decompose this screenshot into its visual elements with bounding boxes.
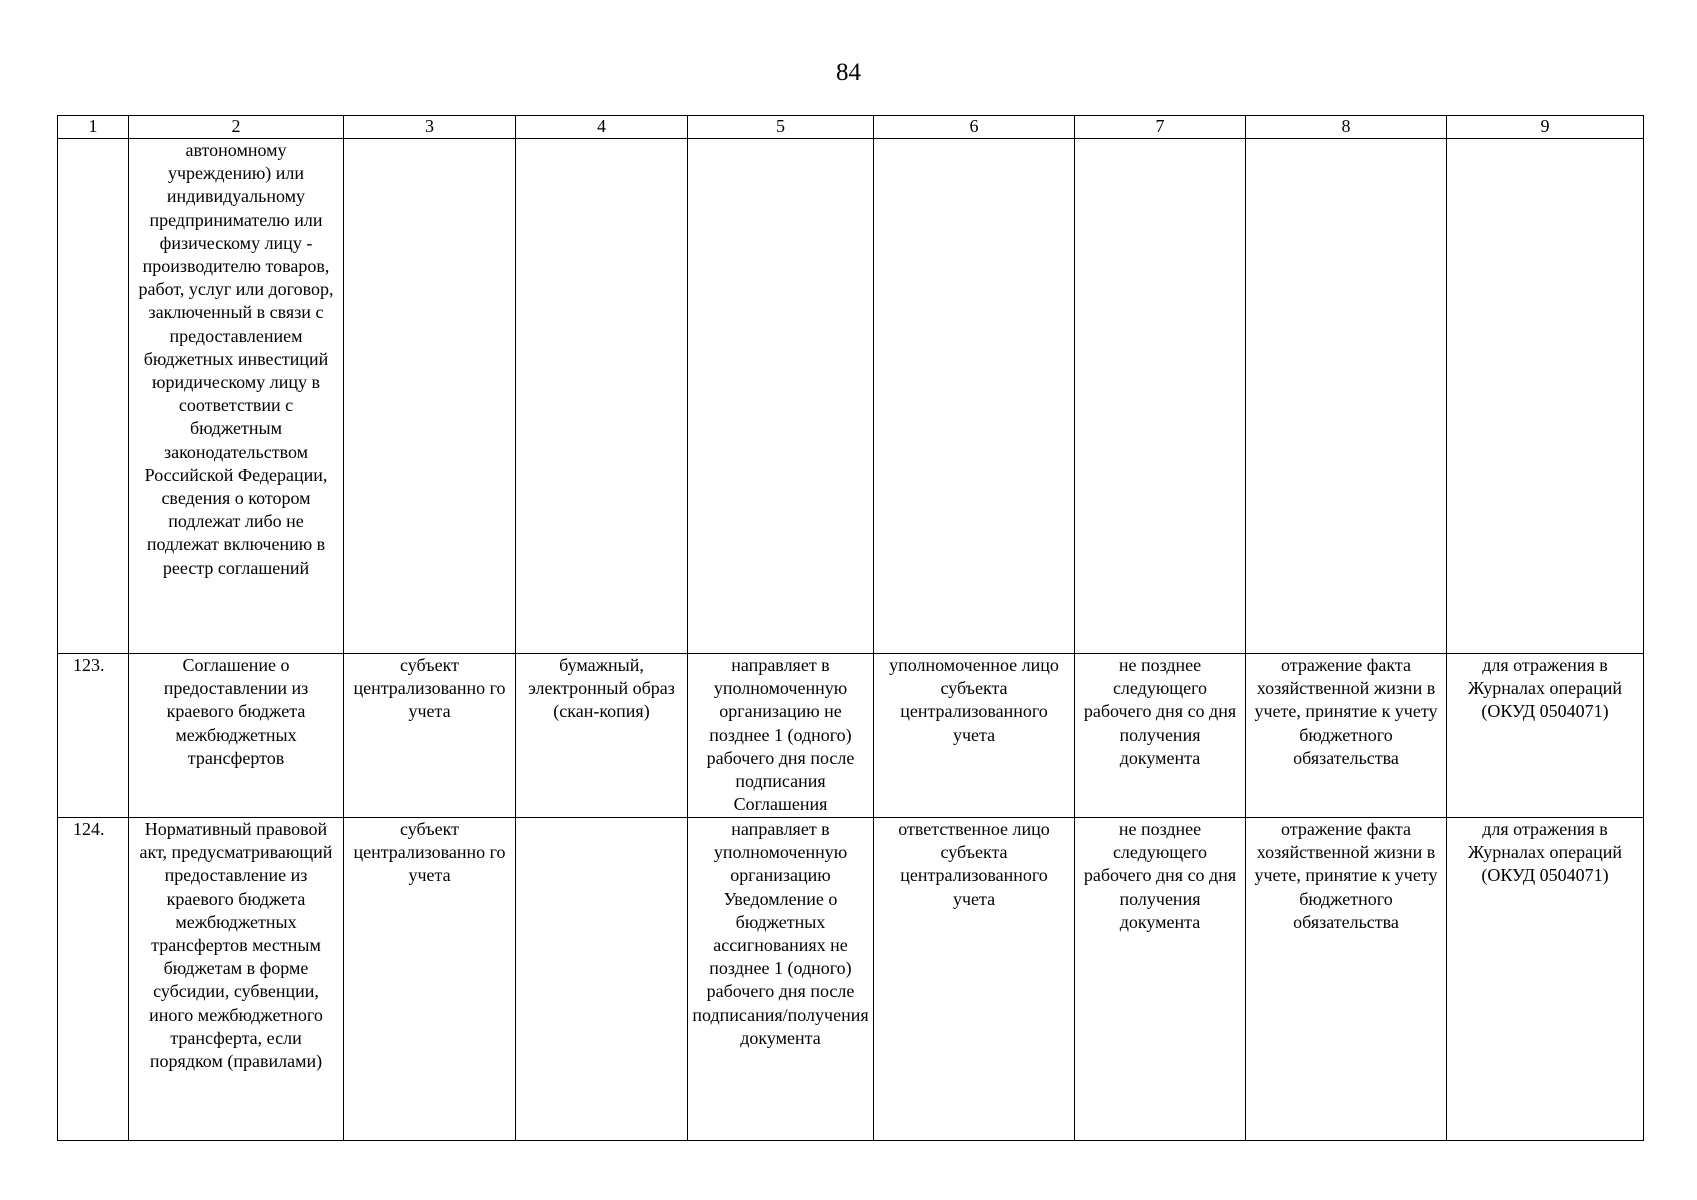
table-cell [874, 139, 1075, 654]
table-cell: для отражения в Журналах операций (ОКУД 0504071) [1447, 818, 1644, 1141]
table-cell [688, 139, 874, 654]
table-cell: бумажный, электронный образ (скан-копия) [516, 654, 688, 818]
table-cell: уполномоченное лицо субъекта централизованного учета [874, 654, 1075, 818]
table-cell: отражение факта хозяйственной жизни в учете, принятие к учету бюджетного обязательства [1246, 654, 1447, 818]
column-header: 2 [129, 116, 344, 139]
table-cell [516, 818, 688, 1141]
table-cell [516, 139, 688, 654]
column-header: 6 [874, 116, 1075, 139]
table-cell: отражение факта хозяйственной жизни в учете, принятие к учету бюджетного обязательства [1246, 818, 1447, 1141]
table-cell: субъект централизованно го учета [344, 654, 516, 818]
document-table [57, 115, 1644, 1141]
table-cell [1246, 139, 1447, 654]
table-cell: направляет в уполномоченную организацию не позднее 1 (одного) рабочего дня после подписания Соглашения [688, 654, 874, 818]
column-header: 1 [58, 116, 129, 139]
document-name-cell: Нормативный правовой акт, предусматривающий предоставление из краевого бюджета межбюджетных трансфертов местным бюджетам в форме субсидии, субвенции, иного межбюджетного трансферта, если порядком (правилами) [129, 818, 344, 1141]
table-header-row [58, 116, 1644, 139]
column-header: 3 [344, 116, 516, 139]
table-row [58, 818, 1644, 1141]
row-number-cell: 124. [58, 818, 129, 1141]
row-number-cell: 123. [58, 654, 129, 818]
table-cell [1447, 139, 1644, 654]
column-header: 4 [516, 116, 688, 139]
table-row [58, 139, 1644, 654]
table-cell: субъект централизованно го учета [344, 818, 516, 1141]
column-header: 7 [1075, 116, 1246, 139]
table-cell: для отражения в Журналах операций (ОКУД 0504071) [1447, 654, 1644, 818]
table-cell: ответственное лицо субъекта централизованного учета [874, 818, 1075, 1141]
table-cell: направляет в уполномоченную организацию Уведомление о бюджетных ассигнованиях не позднее 1 (одного) рабочего дня после подписания/получения документа [688, 818, 874, 1141]
table-cell [344, 139, 516, 654]
document-name-cell: Соглашение о предоставлении из краевого бюджета межбюджетных трансфертов [129, 654, 344, 818]
page-number: 84 [836, 59, 861, 86]
table-cell: не позднее следующего рабочего дня со дня получения документа [1075, 654, 1246, 818]
table-cell [1075, 139, 1246, 654]
column-header: 8 [1246, 116, 1447, 139]
column-header: 5 [688, 116, 874, 139]
table-cell: не позднее следующего рабочего дня со дня получения документа [1075, 818, 1246, 1141]
column-header: 9 [1447, 116, 1644, 139]
table-row [58, 654, 1644, 818]
document-name-cell: автономному учреждению) или индивидуальному предпринимателю или физическому лицу - производителю товаров, работ, услуг или договор, заключенный в связи с предоставлением бюджетных инвестиций юридическому лицу в соответствии с бюджетным законодательством Российской Федерации, сведения о котором подлежат либо не подлежат включению в реестр соглашений [129, 139, 344, 654]
row-number-cell [58, 139, 129, 654]
